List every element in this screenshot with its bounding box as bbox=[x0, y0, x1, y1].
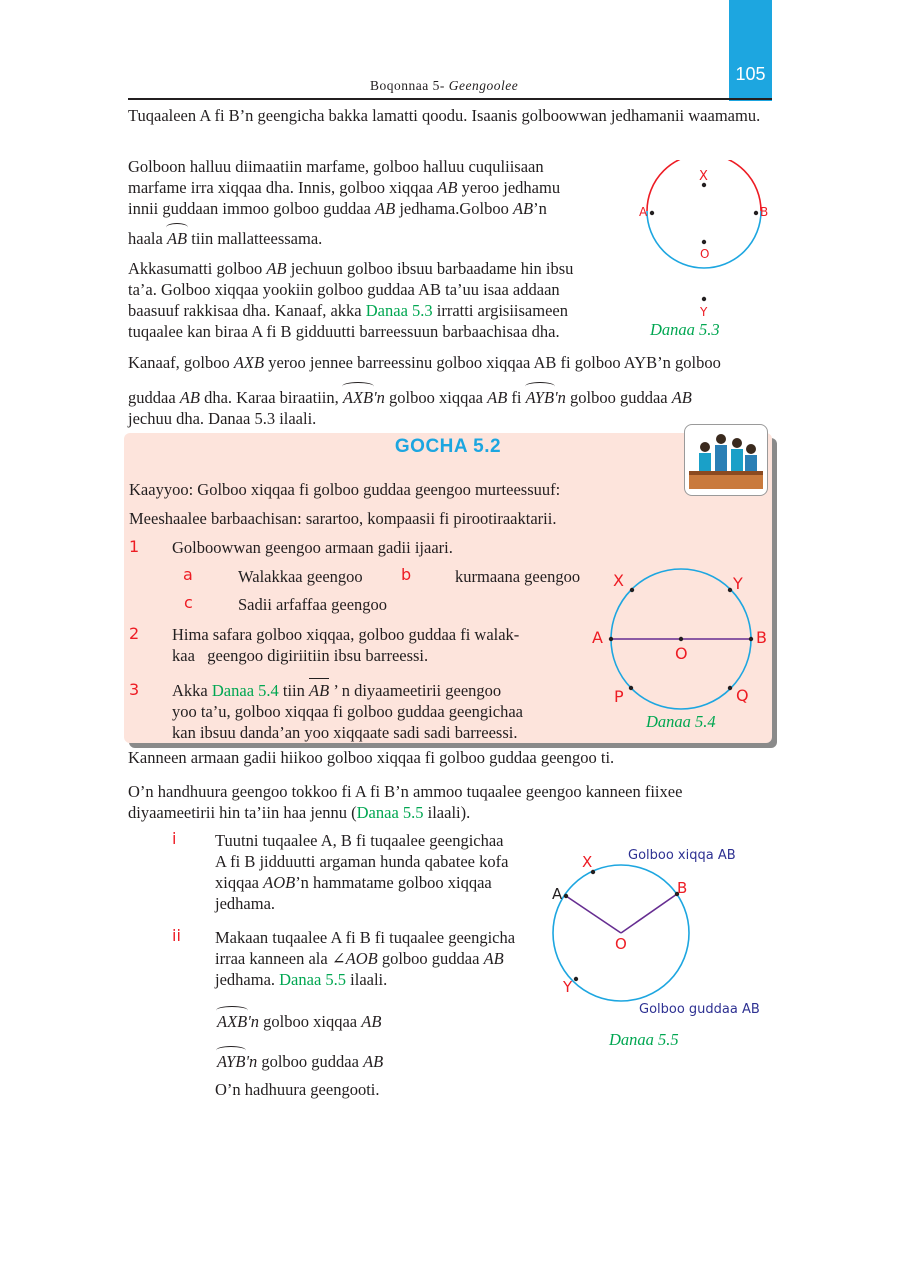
student-head bbox=[700, 442, 710, 452]
text-span: guddaa bbox=[128, 388, 176, 407]
text-line bbox=[128, 198, 608, 219]
text-span: tiin bbox=[282, 681, 305, 700]
point-a bbox=[650, 211, 654, 215]
text-line: yoo ta’u, golboo xiqqaa fi golboo guddaa geengichaa bbox=[172, 702, 523, 721]
point-b bbox=[749, 637, 753, 641]
text-line: Makaan tuqaalee A fi B fi tuqaalee geengicha bbox=[215, 928, 516, 947]
point-b bbox=[754, 211, 758, 215]
text-span: golboo guddaa bbox=[569, 388, 668, 407]
text-span: ilaali). bbox=[427, 803, 471, 822]
math-ab: AB bbox=[437, 178, 458, 197]
text-span: marfame irra xiqqaa dha. Innis, golboo xiqqaa bbox=[128, 178, 434, 197]
text-line bbox=[128, 228, 608, 249]
activity-materials: Meeshaalee barbaachisan: sarartoo, kompaasii fi pirootiraaktarii. bbox=[129, 509, 557, 528]
point-a bbox=[564, 894, 568, 898]
item-number: 2 bbox=[129, 624, 140, 643]
text-line bbox=[128, 300, 608, 321]
point-p bbox=[629, 686, 633, 690]
item-number-ii: ii bbox=[172, 926, 181, 945]
item-number-i: i bbox=[172, 829, 177, 848]
label-o: O bbox=[615, 935, 627, 953]
text-span: irraa kanneen ala ∠ bbox=[215, 949, 346, 968]
point-y bbox=[574, 977, 578, 981]
text-line bbox=[215, 969, 540, 990]
math-aob: AOB bbox=[263, 873, 296, 892]
math-ab: AB bbox=[266, 259, 287, 278]
text-line bbox=[128, 802, 772, 823]
text-span: fi bbox=[511, 388, 522, 407]
student-head bbox=[746, 444, 756, 454]
text-span: golboo xiqqaa bbox=[389, 388, 483, 407]
math-aob: AOB bbox=[345, 949, 378, 968]
item-number: 1 bbox=[129, 537, 140, 556]
subitem-text: Sadii arfaffaa geengoo bbox=[238, 595, 388, 614]
header-prefix: Boqonnaa 5- bbox=[370, 78, 449, 93]
text-line bbox=[128, 387, 772, 408]
definitions-paragraph bbox=[128, 781, 772, 823]
text-line: A fi B jidduutti argaman hunda qabatee kofa bbox=[215, 852, 509, 871]
definitions-intro: Kanneen armaan gadii hiikoo golboo xiqqaa fi golboo guddaa geengoo ti. bbox=[128, 748, 615, 767]
math-ab: AB bbox=[361, 1012, 382, 1031]
arc-notation: AXB bbox=[217, 1012, 248, 1031]
activity-objective: Kaayyoo: Golboo xiqqaa fi golboo guddaa geengoo murteessuuf: bbox=[129, 480, 561, 499]
text-line: Tuutni tuqaalee A, B fi tuqaalee geengichaa bbox=[215, 831, 504, 850]
label-o: O bbox=[675, 644, 688, 663]
text-line bbox=[215, 948, 540, 969]
activity-title: GOCHA 5.2 bbox=[394, 436, 502, 457]
definition-i-text bbox=[215, 830, 540, 914]
student-head bbox=[732, 438, 742, 448]
figure-reference: Danaa 5.3 bbox=[365, 301, 433, 320]
running-header bbox=[370, 78, 518, 94]
text-span: tiin mallatteessama. bbox=[191, 229, 323, 248]
text-span: ’ n diyaameetirii geengoo bbox=[333, 681, 502, 700]
header-rule bbox=[128, 98, 772, 100]
text-line: kaa geengoo digiriitiin ibsu barreessi. bbox=[172, 646, 429, 665]
math-ab: AB bbox=[483, 949, 504, 968]
text-span: 'n bbox=[554, 388, 566, 407]
label-a: A bbox=[639, 205, 648, 219]
page-number: 105 bbox=[735, 64, 766, 84]
item-3-text bbox=[172, 680, 557, 743]
point-o bbox=[679, 637, 683, 641]
intro-paragraph-1: Tuqaaleen A fi B’n geengicha bakka lamatti qoodu. Isaanis golboowwan jedhamanii waamamu. bbox=[128, 106, 761, 125]
figure-5-5-caption: Danaa 5.5 bbox=[609, 1030, 679, 1049]
text-span: ’n hammatame golboo xiqqaa bbox=[295, 873, 492, 892]
figure-5-4-diagram bbox=[585, 560, 775, 720]
label-b: B bbox=[677, 879, 688, 897]
text-line: Golboon halluu diimaatiin marfame, golboo halluu cuquliisaan bbox=[128, 157, 544, 176]
student-body bbox=[715, 445, 727, 471]
text-span: yeroo jennee barreessinu golboo xiqqaa AB fi golboo AYB’n golboo bbox=[268, 353, 721, 372]
point-x bbox=[630, 588, 634, 592]
label-a: A bbox=[592, 628, 603, 647]
label-p: P bbox=[614, 687, 624, 706]
label-b: B bbox=[756, 628, 767, 647]
text-line: tuqaalee kan biraa A fi B gidduutti barreessuun barbaachisaa dha. bbox=[128, 322, 560, 341]
text-span: Kanaaf, golboo bbox=[128, 353, 230, 372]
text-span: innii guddaan immoo golboo guddaa bbox=[128, 199, 371, 218]
text-span: Akka bbox=[172, 681, 208, 700]
label-b: B bbox=[760, 205, 769, 219]
label-x: X bbox=[582, 853, 593, 871]
figure-reference: Danaa 5.5 bbox=[279, 970, 347, 989]
math-ab: AB bbox=[487, 388, 508, 407]
formula-major-arc bbox=[217, 1051, 383, 1072]
math-axb: AXB bbox=[233, 353, 265, 372]
subitem-letter: a bbox=[183, 565, 193, 584]
minor-arc-label: Golboo xiqqa AB bbox=[628, 848, 736, 863]
text-span: Akkasumatti golboo bbox=[128, 259, 263, 278]
text-line bbox=[128, 352, 772, 373]
label-o: O bbox=[700, 247, 710, 261]
point-y bbox=[702, 297, 706, 301]
text-line: O’n handhuura geengoo tokkoo fi A fi B’n ammoo tuqaalee geengoo kanneen fiixee bbox=[128, 782, 683, 801]
text-line: jechuu dha. Danaa 5.3 ilaali. bbox=[128, 409, 317, 428]
subitem-letter: b bbox=[401, 565, 412, 584]
text-span: golboo xiqqaa bbox=[263, 1012, 358, 1031]
subitem-text: kurmaana geengoo bbox=[455, 567, 581, 586]
arc-notation: AYB bbox=[525, 388, 555, 407]
text-span: yeroo jedhamu bbox=[461, 178, 561, 197]
text-span: ’n bbox=[533, 199, 547, 218]
text-span: diyaameetirii hin ta’iin haa jennu ( bbox=[128, 803, 357, 822]
arc-notation: AYB bbox=[217, 1052, 246, 1071]
point-a bbox=[609, 637, 613, 641]
math-ab: AB bbox=[363, 1052, 384, 1071]
label-x: X bbox=[699, 169, 708, 184]
label-q: Q bbox=[736, 686, 749, 705]
math-ab: AB bbox=[512, 199, 534, 218]
text-line bbox=[215, 872, 540, 893]
label-x: X bbox=[613, 571, 624, 590]
subitem-text: Walakkaa geengoo bbox=[238, 567, 363, 586]
definition-ii-text bbox=[215, 927, 540, 990]
text-span: jedhama. bbox=[215, 970, 276, 989]
text-span: golboo guddaa bbox=[381, 949, 480, 968]
point-y bbox=[728, 588, 732, 592]
desk-edge bbox=[689, 471, 763, 475]
text-line bbox=[128, 177, 608, 198]
student-body bbox=[731, 449, 743, 471]
header-chapter: Geengoolee bbox=[448, 78, 519, 93]
intro-paragraph-4 bbox=[128, 352, 772, 429]
text-span: 'n bbox=[245, 1052, 258, 1071]
arc-notation: AB bbox=[166, 229, 188, 248]
text-span: haala bbox=[128, 229, 163, 248]
item-1-text: Golboowwan geengoo armaan gadii ijaari. bbox=[172, 538, 453, 557]
activity-icon-frame bbox=[684, 424, 768, 496]
closing-line: O’n hadhuura geengooti. bbox=[215, 1080, 380, 1099]
student-body bbox=[699, 453, 711, 471]
math-ab: AB bbox=[179, 388, 200, 407]
arc-notation: AXB bbox=[342, 388, 374, 407]
text-line bbox=[172, 680, 557, 701]
figure-reference: Danaa 5.4 bbox=[211, 681, 279, 700]
figure-5-3-caption: Danaa 5.3 bbox=[650, 320, 720, 339]
radius-ob bbox=[621, 894, 677, 933]
text-span: jechuun golboo ibsuu barbaadame hin ibsu bbox=[290, 259, 574, 278]
text-line: ta’a. Golboo xiqqaa yookiin golboo guddaa AB ta’uu isaa addaan bbox=[128, 280, 560, 299]
item-number: 3 bbox=[129, 680, 140, 699]
text-span: dha. Karaa biraatiin, bbox=[204, 388, 339, 407]
label-y: Y bbox=[563, 978, 573, 996]
segment-notation: AB bbox=[309, 681, 330, 700]
page-number-tab bbox=[729, 0, 772, 101]
major-arc-label: Golboo guddaa AB bbox=[639, 1002, 760, 1017]
text-span: jedhama.Golboo bbox=[399, 199, 509, 218]
text-line: kan ibsuu danda’an yoo xiqqaate sadi sadi barreessi. bbox=[172, 723, 518, 742]
text-span: 'n bbox=[373, 388, 385, 407]
figure-5-5-diagram bbox=[548, 838, 778, 1018]
math-ab: AB bbox=[671, 388, 692, 407]
text-span: 'n bbox=[247, 1012, 260, 1031]
text-span: golboo guddaa bbox=[261, 1052, 359, 1071]
figure-5-3-diagram bbox=[630, 160, 780, 345]
formula-minor-arc bbox=[217, 1011, 381, 1032]
text-span: xiqqaa bbox=[215, 873, 259, 892]
radius-oa bbox=[566, 896, 621, 933]
math-ab: AB bbox=[375, 199, 396, 218]
text-span: irratti argisiisameen bbox=[436, 301, 568, 320]
text-line bbox=[128, 258, 608, 279]
student-body bbox=[745, 455, 757, 471]
item-2-text bbox=[172, 624, 552, 666]
point-q bbox=[728, 686, 732, 690]
figure-5-4-caption: Danaa 5.4 bbox=[646, 712, 716, 731]
students-group-icon bbox=[685, 425, 767, 495]
text-span: baasuuf rakkisaa dha. Kanaaf, akka bbox=[128, 301, 362, 320]
intro-paragraph-3 bbox=[128, 258, 608, 342]
subitem-letter: c bbox=[184, 593, 193, 612]
label-a: A bbox=[552, 885, 563, 903]
text-span: ilaali. bbox=[350, 970, 388, 989]
label-y: Y bbox=[700, 305, 708, 319]
point-o bbox=[702, 240, 706, 244]
text-line: Hima safara golboo xiqqaa, golboo guddaa fi walak- bbox=[172, 625, 520, 644]
intro-paragraph-2 bbox=[128, 156, 608, 249]
figure-reference: Danaa 5.5 bbox=[356, 803, 424, 822]
student-head bbox=[716, 434, 726, 444]
text-line: jedhama. bbox=[215, 894, 276, 913]
label-y: Y bbox=[733, 574, 743, 593]
